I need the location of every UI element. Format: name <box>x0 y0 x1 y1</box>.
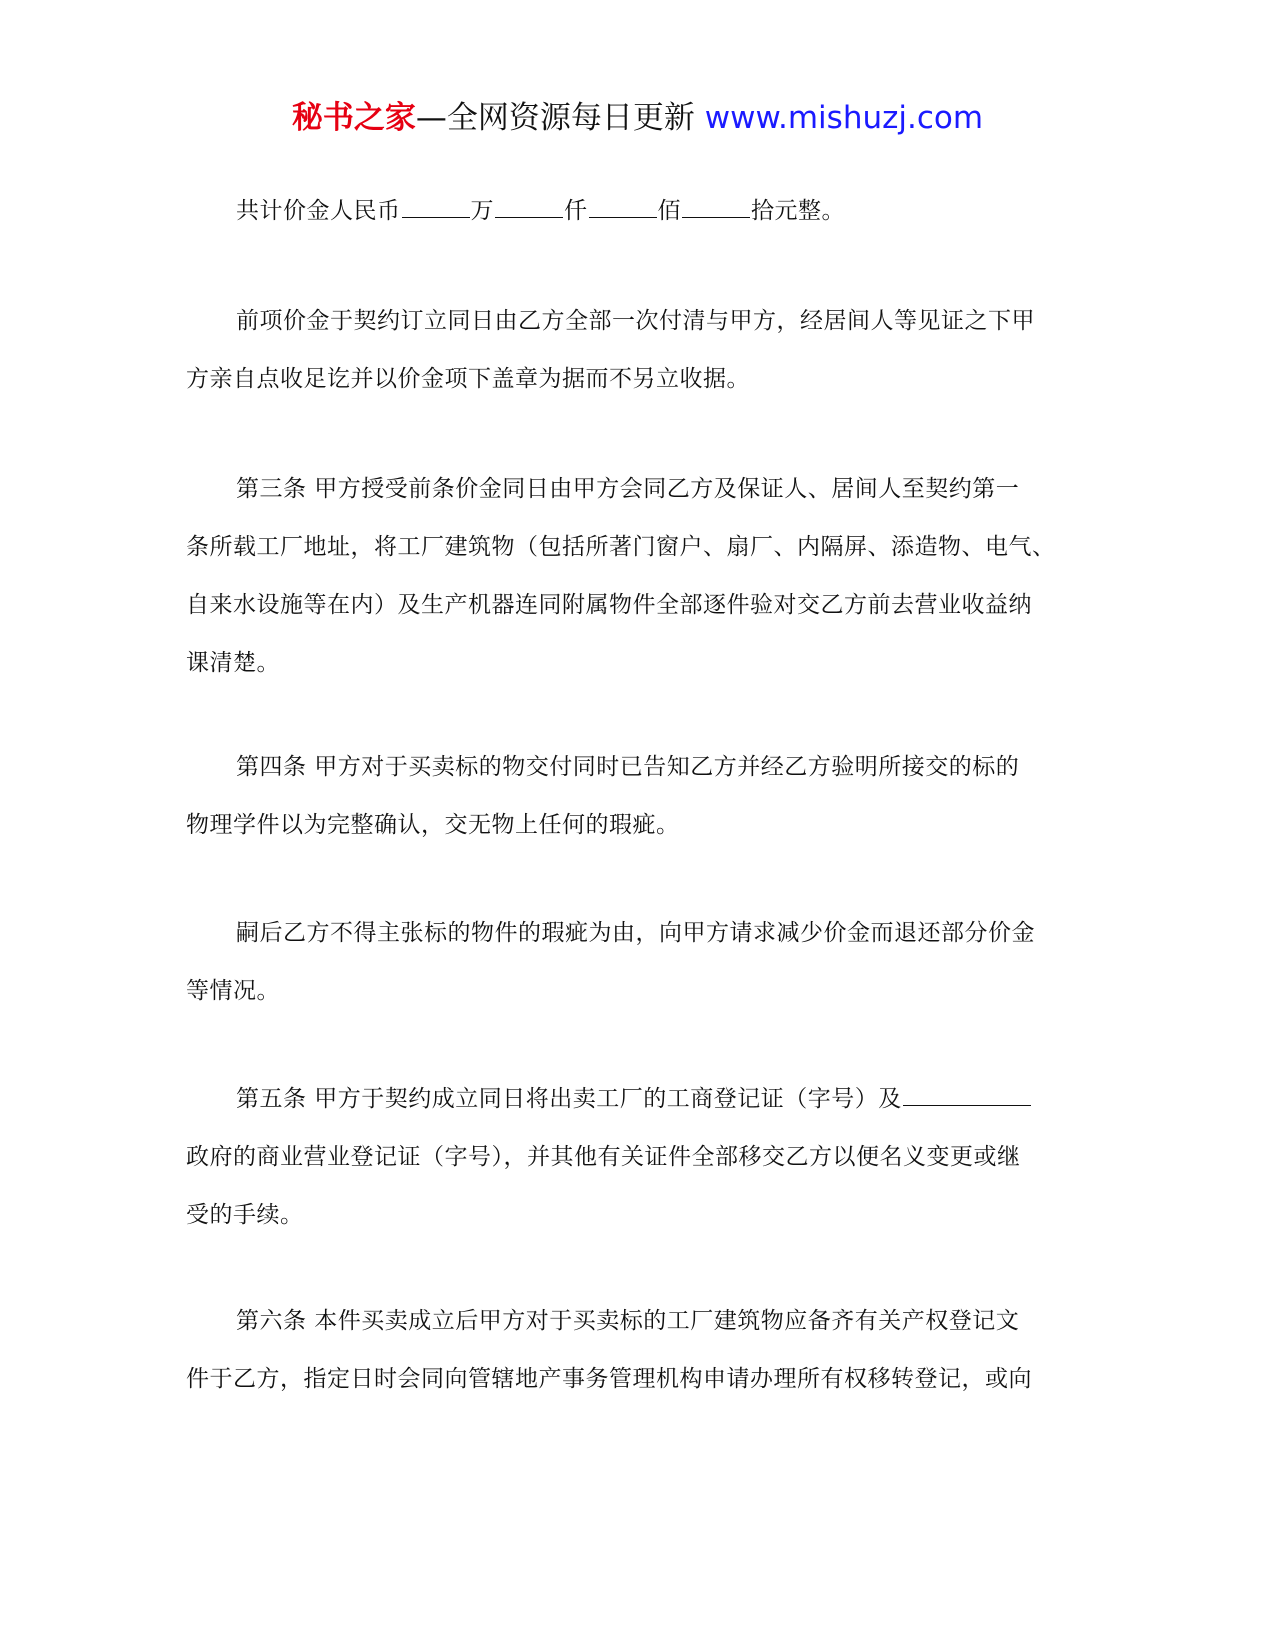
paragraph-article-6 <box>186 1292 1086 1408</box>
text-segment: 第五条 甲方于契约成立同日将出卖工厂的工商登记证（字号）及 <box>236 1086 902 1112</box>
paragraph-line: 物理学件以为完整确认，交无物上任何的瑕疵。 <box>186 812 680 838</box>
paragraph-line: 受的手续。 <box>186 1202 304 1228</box>
paragraph-line: 条所载工厂地址，将工厂建筑物（包括所著门窗户、扇厂、内隔屏、添造物、电气、 <box>186 534 1056 560</box>
fill-in-blank[interactable] <box>402 195 470 218</box>
text-segment: 仟 <box>564 198 588 224</box>
page-header <box>0 96 1275 140</box>
text-segment: 共计价金人民币 <box>236 198 401 224</box>
paragraph-line <box>186 1070 1086 1128</box>
paragraph-price-total <box>186 182 1086 240</box>
paragraph-article-5 <box>186 1070 1086 1244</box>
paragraph-line <box>186 182 1086 240</box>
paragraph-line: 方亲自点收足讫并以价金项下盖章为据而不另立收据。 <box>186 366 750 392</box>
paragraph-no-defect-claim <box>186 904 1086 1020</box>
paragraph-line: 课清楚。 <box>186 650 280 676</box>
header-url-link[interactable]: www.mishuzj.com <box>704 100 984 136</box>
paragraph-line: 等情况。 <box>186 978 280 1004</box>
paragraph-line: 政府的商业营业登记证（字号），并其他有关证件全部移交乙方以便名义变更或继 <box>186 1144 1021 1170</box>
text-segment: 拾元整。 <box>751 198 845 224</box>
header-brand: 秘书之家 <box>291 100 416 136</box>
fill-in-blank[interactable] <box>903 1083 1031 1106</box>
paragraph-article-3 <box>186 460 1086 692</box>
paragraph-line: 自来水设施等在内）及生产机器连同附属物件全部逐件验对交乙方前去营业收益纳 <box>186 592 1032 618</box>
fill-in-blank[interactable] <box>495 195 563 218</box>
header-slogan: —全网资源每日更新 <box>415 100 695 136</box>
paragraph-line: 第六条 本件买卖成立后甲方对于买卖标的工厂建筑物应备齐有关产权登记文 <box>236 1308 1020 1334</box>
text-segment: 佰 <box>657 198 681 224</box>
paragraph-line: 第四条 甲方对于买卖标的物交付同时已告知乙方并经乙方验明所接交的标的 <box>236 754 1020 780</box>
paragraph-line: 嗣后乙方不得主张标的物件的瑕疵为由，向甲方请求减少价金而退还部分价金 <box>236 920 1035 946</box>
paragraph-line: 第三条 甲方授受前条价金同日由甲方会同乙方及保证人、居间人至契约第一 <box>236 476 1020 502</box>
fill-in-blank[interactable] <box>682 195 750 218</box>
paragraph-payment <box>186 292 1086 408</box>
paragraph-line: 前项价金于契约订立同日由乙方全部一次付清与甲方，经居间人等见证之下甲 <box>236 308 1035 334</box>
text-segment: 万 <box>470 198 494 224</box>
paragraph-line: 件于乙方，指定日时会同向管辖地产事务管理机构申请办理所有权移转登记，或向 <box>186 1366 1032 1392</box>
paragraph-article-4 <box>186 738 1086 854</box>
fill-in-blank[interactable] <box>589 195 657 218</box>
